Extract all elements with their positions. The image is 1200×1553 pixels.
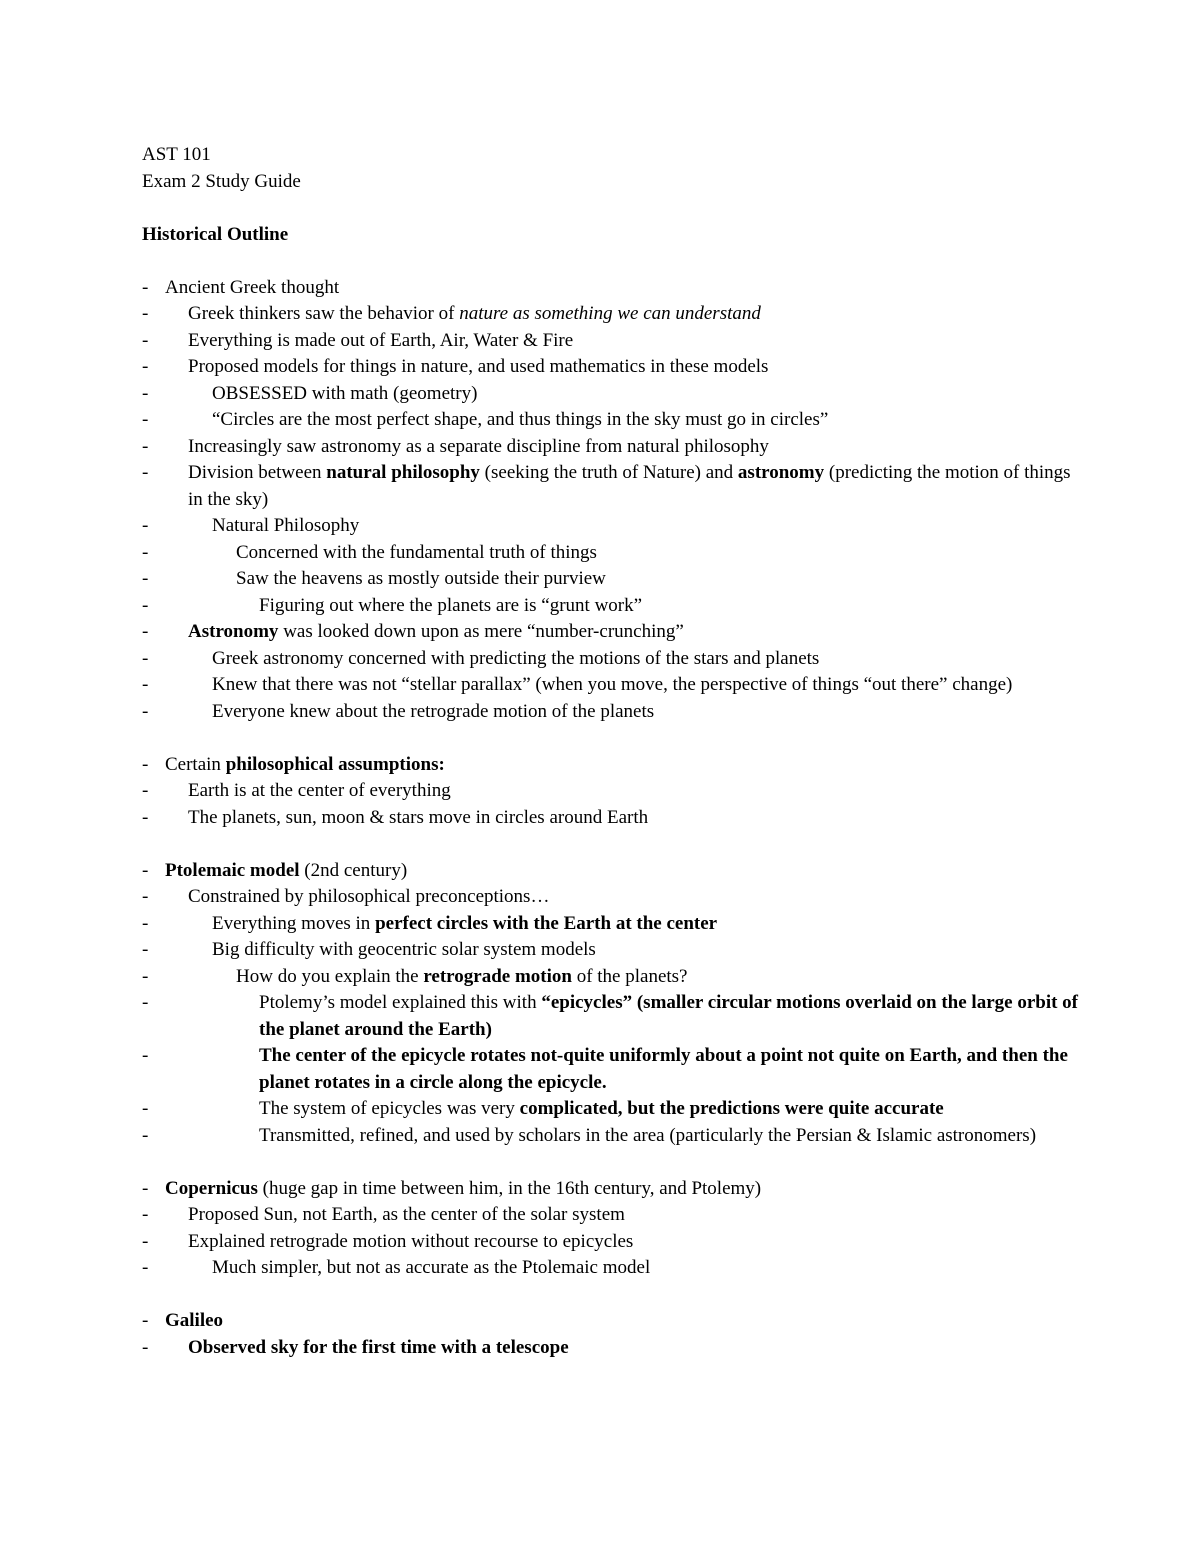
outline-item-text: [142, 1096, 1082, 1123]
spacer: [142, 195, 1082, 222]
text-run: Certain: [165, 753, 226, 775]
outline-item-text: [142, 778, 1082, 805]
bullet-dash: -: [142, 303, 149, 324]
outline-item: [142, 858, 1082, 885]
outline-item: [142, 328, 1082, 355]
outline-item: [142, 434, 1082, 461]
text-run: Concerned with the fundamental truth of things: [236, 541, 597, 563]
outline-item: [142, 1202, 1082, 1229]
outline-list: [142, 275, 1082, 1362]
text-run: Ancient Greek thought: [165, 276, 340, 298]
outline-item-text: [142, 937, 1082, 964]
italic-text: nature as something we can understand: [459, 303, 761, 324]
bullet-dash: -: [142, 912, 149, 934]
outline-item: [142, 275, 1082, 302]
text-run: Big difficulty with geocentric solar system models: [212, 939, 596, 960]
outline-item-text: [142, 301, 1082, 328]
outline-item-text: [142, 1176, 1082, 1203]
bold-text: astronomy: [737, 462, 825, 483]
section-heading: Historical Outline: [142, 223, 289, 245]
outline-item-text: [142, 354, 1082, 381]
text-run: Ptolemy’s model explained this with: [259, 992, 542, 1013]
bullet-dash: -: [142, 1204, 149, 1225]
outline-item-text: [142, 328, 1082, 355]
bullet-dash: -: [142, 462, 149, 483]
outline-item-text: [142, 1202, 1082, 1229]
bullet-dash: -: [142, 992, 149, 1013]
text-run: Transmitted, refined, and used by scholars in the area (particularly the Persian & Islamic astronomers): [259, 1124, 1037, 1146]
outline-item-text: [142, 1335, 1082, 1362]
outline-item: [142, 964, 1082, 991]
bullet-dash: -: [142, 647, 149, 669]
outline-item: [142, 1096, 1082, 1123]
outline-item-text: [142, 407, 1082, 434]
outline-item-text: [142, 513, 1082, 540]
outline-item: [142, 593, 1082, 620]
bullet-dash: -: [142, 1124, 149, 1146]
outline-item-text: [142, 699, 1082, 726]
outline-item: [142, 1176, 1082, 1203]
bold-text: Observed sky for the first time with a telescope: [188, 1336, 569, 1358]
bullet-dash: -: [142, 1257, 149, 1278]
outline-item-text: [142, 911, 1082, 938]
bullet-dash: -: [142, 1230, 149, 1252]
outline-item-text: [142, 434, 1082, 461]
text-run: (huge gap in time between him, in the 16th century, and Ptolemy): [257, 1177, 762, 1199]
outline-item-text: [142, 646, 1082, 673]
spacer: [142, 1149, 1082, 1176]
bullet-dash: -: [142, 515, 149, 536]
outline-item-text: [142, 1255, 1082, 1282]
bullet-dash: -: [142, 753, 149, 775]
bullet-dash: -: [142, 356, 149, 377]
bullet-dash: -: [142, 621, 149, 642]
bullet-dash: -: [142, 1177, 149, 1199]
text-run: Everything moves in: [212, 912, 376, 934]
outline-item-text: [142, 990, 1082, 1043]
text-run: The system of epicycles was very: [259, 1098, 520, 1119]
outline-item: [142, 1308, 1082, 1335]
outline-item: [142, 937, 1082, 964]
outline-item-text: [142, 1308, 1082, 1335]
bullet-dash: -: [142, 965, 149, 987]
text-run: Proposed models for things in nature, and used mathematics in these models: [188, 356, 769, 377]
outline-item: [142, 990, 1082, 1043]
outline-item: [142, 301, 1082, 328]
text-run: How do you explain the: [236, 965, 424, 987]
outline-item-text: [142, 275, 1082, 302]
outline-item: [142, 884, 1082, 911]
outline-item: [142, 672, 1082, 699]
text-run: (seeking the truth of Nature) and: [479, 462, 738, 483]
text-run: OBSESSED with math (geometry): [212, 382, 478, 404]
bullet-dash: -: [142, 1045, 149, 1066]
outline-item: [142, 1123, 1082, 1150]
bullet-dash: -: [142, 859, 149, 881]
bullet-dash: -: [142, 568, 149, 589]
text-run: Greek astronomy concerned with predicting the motions of the stars and planets: [212, 647, 820, 669]
bold-text: natural philosophy: [326, 462, 480, 483]
outline-item: [142, 1229, 1082, 1256]
bullet-dash: -: [142, 435, 149, 457]
text-run: of the planets?: [571, 965, 688, 987]
text-run: Much simpler, but not as accurate as the Ptolemaic model: [212, 1257, 651, 1278]
bullet-dash: -: [142, 1336, 149, 1358]
bullet-dash: -: [142, 1098, 149, 1119]
text-run: Everything is made out of Earth, Air, Water & Fire: [188, 329, 574, 351]
outline-item-text: [142, 593, 1082, 620]
bullet-dash: -: [142, 382, 149, 404]
outline-item-text: [142, 964, 1082, 991]
text-run: Earth is at the center of everything: [188, 780, 451, 801]
outline-item-text: [142, 1123, 1082, 1150]
outline-item: [142, 911, 1082, 938]
outline-item-text: [142, 566, 1082, 593]
outline-item-text: [142, 1043, 1082, 1096]
outline-item-text: [142, 460, 1082, 513]
outline-item-text: [142, 858, 1082, 885]
outline-item: [142, 752, 1082, 779]
outline-item-text: [142, 381, 1082, 408]
outline-item: [142, 646, 1082, 673]
outline-item: [142, 513, 1082, 540]
course-title: AST 101: [142, 144, 211, 165]
bullet-dash: -: [142, 939, 149, 960]
outline-item: [142, 1335, 1082, 1362]
text-run: Figuring out where the planets are is “grunt work”: [259, 594, 643, 616]
bullet-dash: -: [142, 886, 149, 907]
document-page: [142, 142, 1082, 1361]
outline-item-text: [142, 752, 1082, 779]
outline-item: [142, 1043, 1082, 1096]
bold-text: Astronomy: [188, 621, 279, 642]
outline-item-text: [142, 805, 1082, 832]
bullet-dash: -: [142, 1310, 149, 1331]
document-subtitle: Exam 2 Study Guide: [142, 170, 301, 192]
bullet-dash: -: [142, 674, 149, 695]
text-run: Explained retrograde motion without recourse to epicycles: [188, 1230, 634, 1252]
text-run: Knew that there was not “stellar parallax” (when you move, the perspective of things “out there” change): [212, 674, 1013, 695]
bold-text: retrograde motion: [423, 965, 572, 987]
spacer: [142, 725, 1082, 752]
outline-item-text: [142, 672, 1082, 699]
text-run: Natural Philosophy: [212, 515, 360, 536]
outline-item-text: [142, 884, 1082, 911]
bold-text: Copernicus: [165, 1177, 258, 1199]
bullet-dash: -: [142, 276, 149, 298]
text-run: Greek thinkers saw the behavior of: [188, 303, 460, 324]
bold-text: Galileo: [165, 1310, 224, 1331]
bullet-dash: -: [142, 700, 149, 722]
outline-item: [142, 381, 1082, 408]
outline-item: [142, 354, 1082, 381]
text-run: Saw the heavens as mostly outside their purview: [236, 568, 606, 589]
bold-text: perfect circles with the Earth at the center: [375, 912, 718, 934]
outline-item: [142, 619, 1082, 646]
text-run: The planets, sun, moon & stars move in circles around Earth: [188, 806, 649, 828]
spacer: [142, 831, 1082, 858]
bold-text: philosophical assumptions:: [225, 753, 445, 775]
bullet-dash: -: [142, 409, 149, 430]
bold-text: “epicycles” (smaller circular motions overlaid on the large orbit of the planet around the Earth): [259, 992, 1079, 1040]
bold-text: complicated, but the predictions were quite accurate: [519, 1098, 944, 1119]
text-run: Proposed Sun, not Earth, as the center of the solar system: [188, 1204, 625, 1225]
outline-item: [142, 566, 1082, 593]
outline-item-text: [142, 540, 1082, 567]
text-run: Everyone knew about the retrograde motion of the planets: [212, 700, 655, 722]
text-run: Division between: [188, 462, 327, 483]
spacer: [142, 1282, 1082, 1309]
outline-item: [142, 699, 1082, 726]
bullet-dash: -: [142, 806, 149, 828]
outline-item-text: [142, 1229, 1082, 1256]
bullet-dash: -: [142, 594, 149, 616]
bullet-dash: -: [142, 541, 149, 563]
outline-item: [142, 460, 1082, 513]
outline-item: [142, 778, 1082, 805]
outline-item: [142, 805, 1082, 832]
text-run: (predicting the motion of things in the sky): [188, 462, 1071, 510]
bold-text: The center of the epicycle rotates not-quite uniformly about a point not quite on Earth, and then the planet rotates in a circle along the epicycle.: [259, 1045, 1068, 1093]
text-run: “Circles are the most perfect shape, and thus things in the sky must go in circles”: [212, 409, 829, 430]
bullet-dash: -: [142, 780, 149, 801]
bold-text: Ptolemaic model: [165, 859, 300, 881]
outline-item: [142, 540, 1082, 567]
spacer: [142, 248, 1082, 275]
text-run: Increasingly saw astronomy as a separate discipline from natural philosophy: [188, 435, 769, 457]
outline-item-text: [142, 619, 1082, 646]
outline-item: [142, 407, 1082, 434]
bullet-dash: -: [142, 329, 149, 351]
text-run: was looked down upon as mere “number-crunching”: [278, 621, 684, 642]
text-run: (2nd century): [299, 859, 408, 881]
outline-item: [142, 1255, 1082, 1282]
text-run: Constrained by philosophical preconceptions…: [188, 886, 550, 907]
